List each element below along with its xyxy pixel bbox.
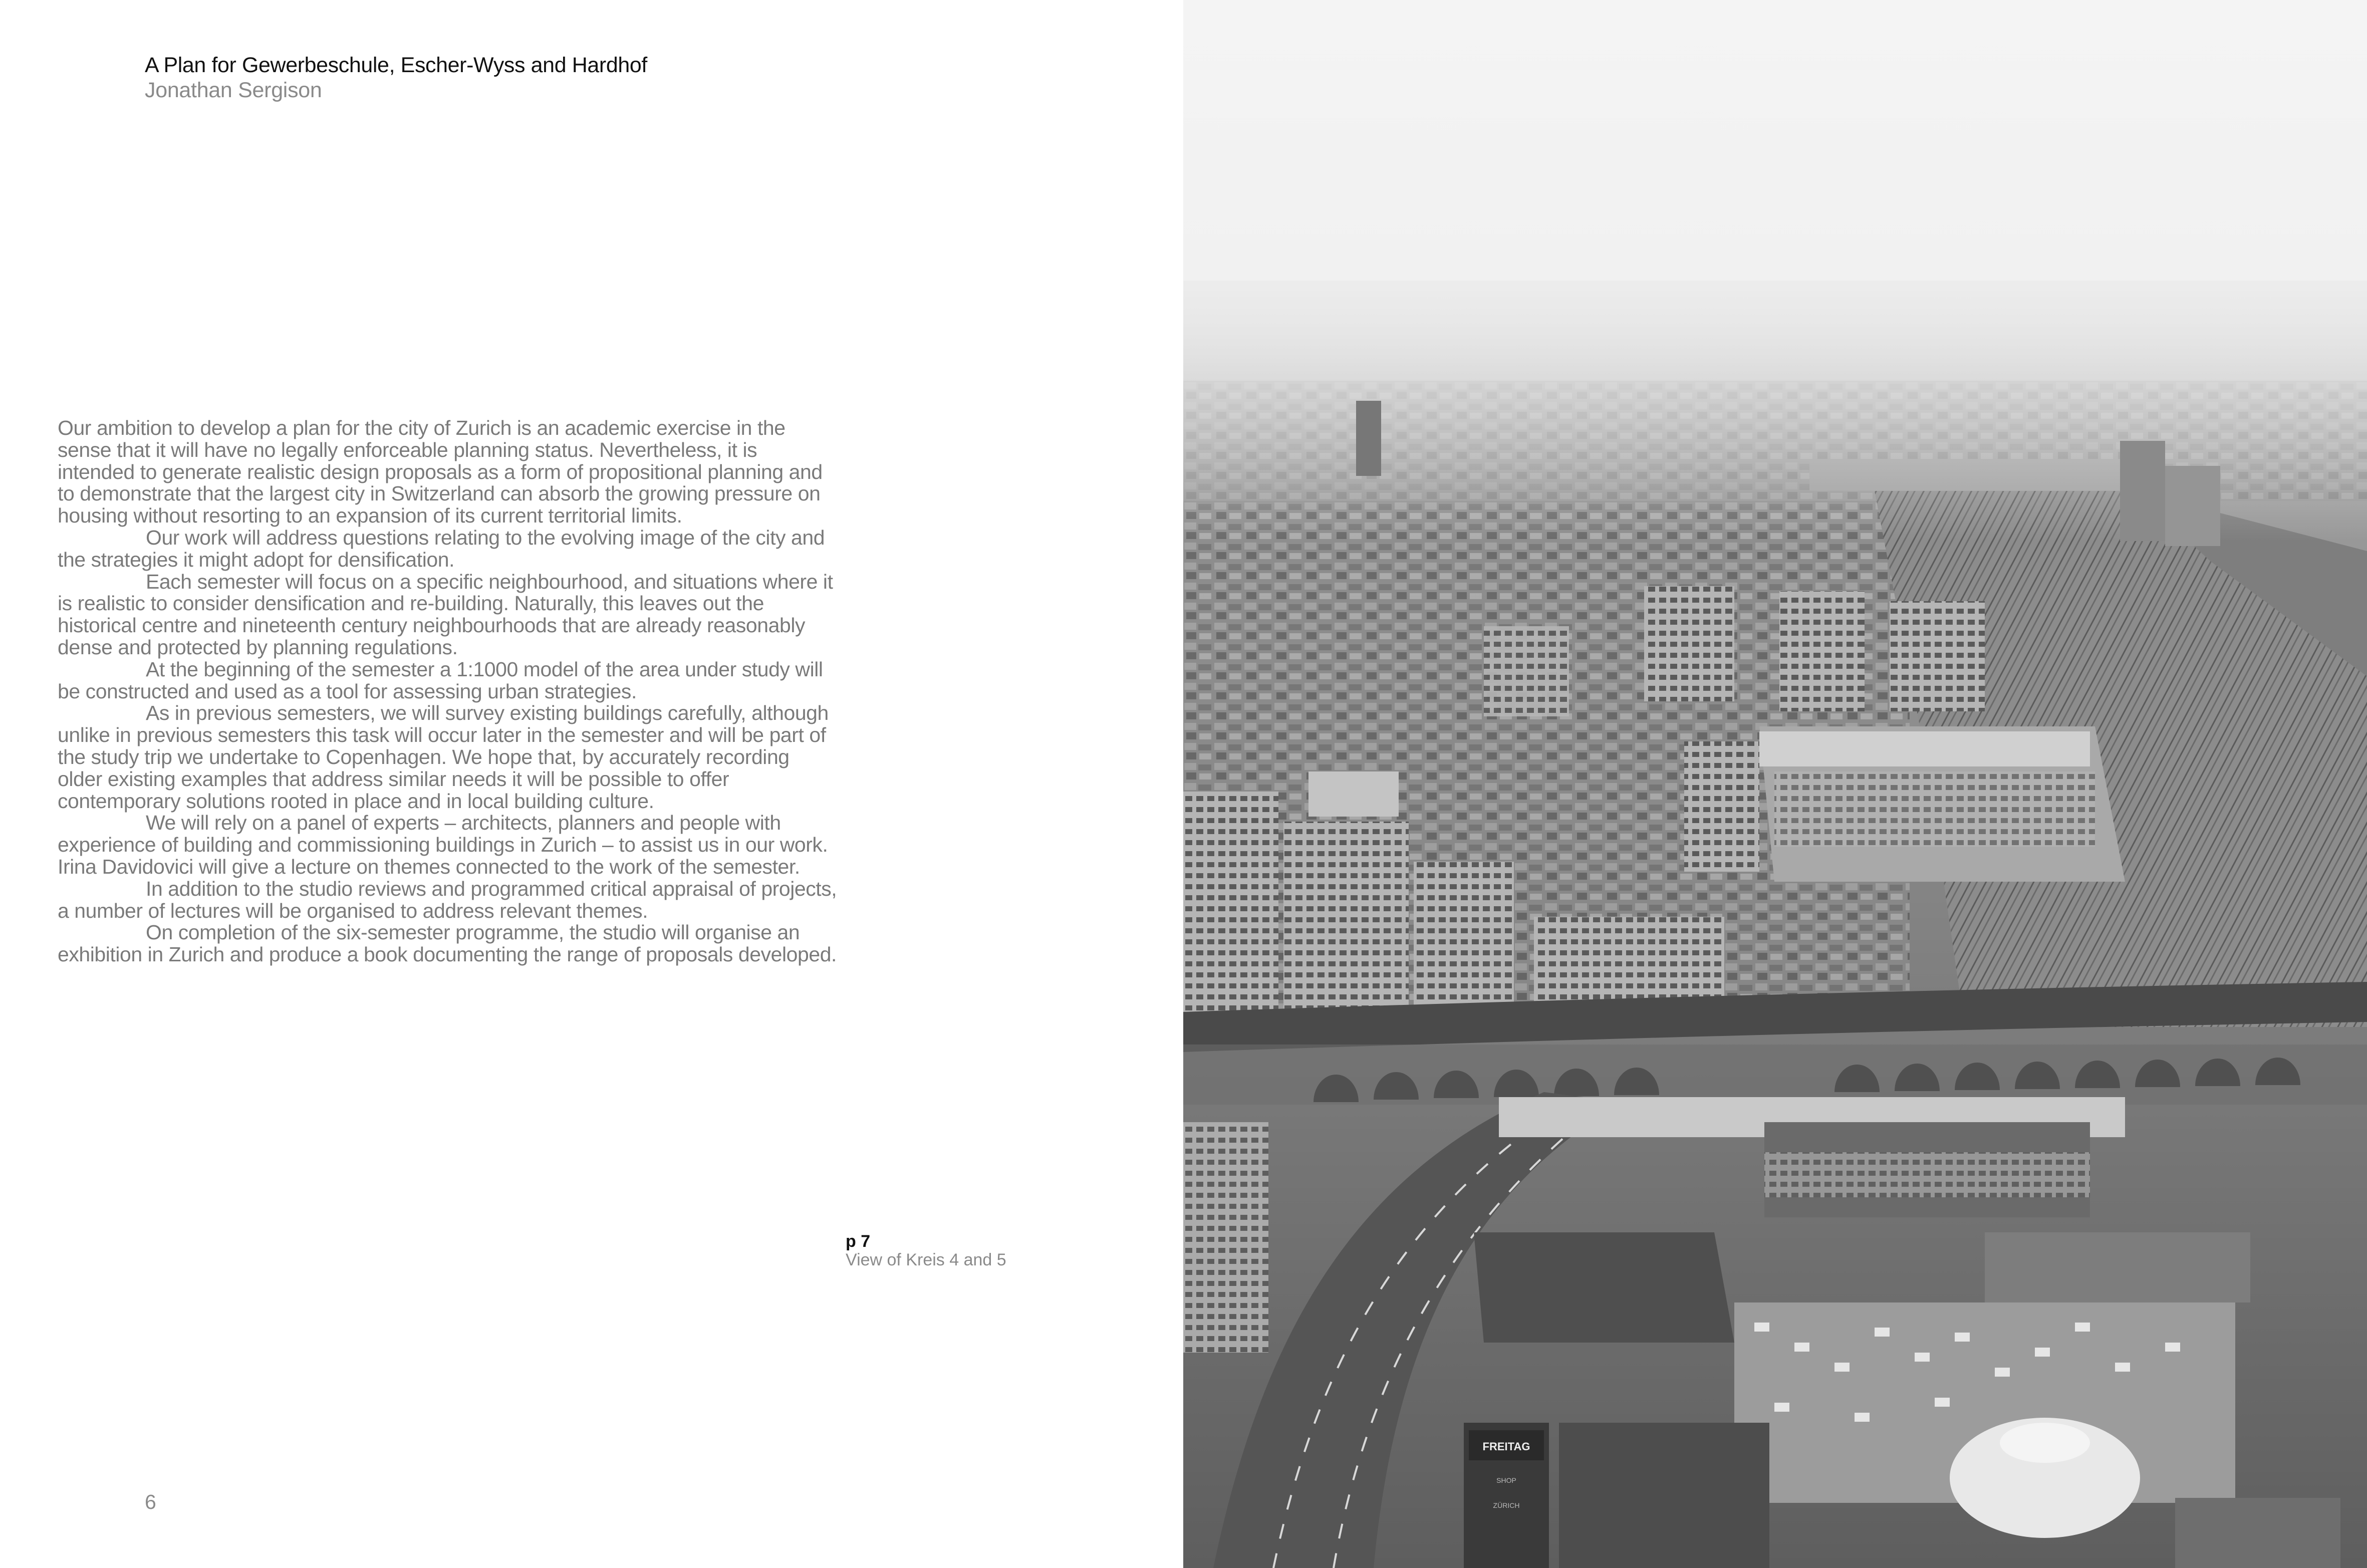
figure-caption [846,1232,1006,1269]
paragraph: Our ambition to develop a plan for the city of Zurich is an academic exercise in the sense that it will have no legally enforceable planning status. Nevertheless, it is intended to generate realistic design proposals as a form of propositional planning and to demonstrate that the largest city in Switzerland can absorb the growing pressure on housing without resorting to an expansion of its current territorial limits. [58,416,823,528]
caption-page-ref: p 7 [846,1232,871,1251]
article-title: A Plan for Gewerbeschule, Escher-Wyss and Hardhof [145,53,647,77]
paragraph: At the beginning of the semester a 1:1000 model of the area under study will be constructed and used as a tool for assessing urban strategies. [58,657,823,703]
aerial-city-photo [1183,0,2367,1568]
freitag-sign: FREITAG [1482,1440,1530,1453]
body-text [58,417,839,966]
left-page [0,0,1183,1568]
paragraph: We will rely on a panel of experts – architects, planners and people with experience of building and commissioning buildings in Zurich – to assist us in our work. Irina Davidovici will give a lecture on themes connected to the work of the semester. [58,811,828,878]
paragraph: Our work will address questions relating to the evolving image of the city and the strategies it might adopt for densification. [58,526,825,571]
caption-text: View of Kreis 4 and 5 [846,1250,1006,1269]
article-author: Jonathan Sergison [145,78,322,102]
paragraph: Each semester will focus on a specific neighbourhood, and situations where it is realistic to consider densification and re-building. Naturally, this leaves out the historical centre and nineteenth century neighbourhoods that are already reasonably dense and protected by planning regulations. [58,570,833,659]
paragraph: On completion of the six-semester programme, the studio will organise an exhibition in Zurich and produce a book documenting the range of proposals developed. [58,921,837,966]
article-header [145,53,647,103]
zurich-sign: ZÜRICH [1493,1501,1520,1509]
paragraph: In addition to the studio reviews and programmed critical appraisal of projects, a number of lectures will be organised to address relevant themes. [58,877,837,922]
right-page-photo [1183,0,2367,1568]
shop-sign: SHOP [1496,1476,1516,1484]
paragraph: As in previous semesters, we will survey existing buildings carefully, although unlike in previous semesters this task will occur later in the semester and will be part of the study trip we undertake to Copenhagen. We hope that, by accurately recording older existing examples that address similar needs it will be possible to offer contemporary solutions rooted in place and in local building culture. [58,701,829,813]
page-number: 6 [145,1490,156,1513]
